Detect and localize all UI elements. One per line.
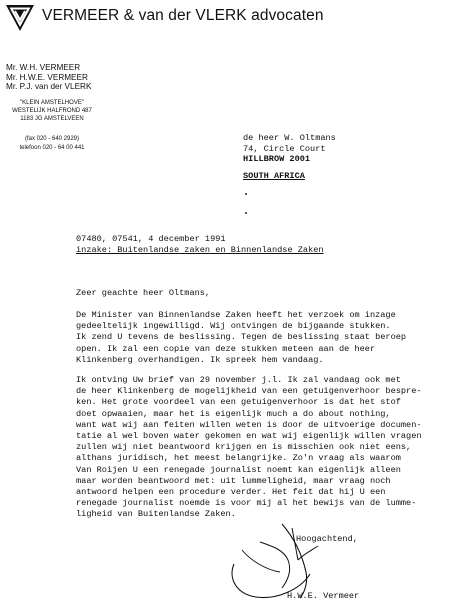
- text-line: Ik ontving Uw brief van 29 november j.l. Ik zal vandaag ook met: [76, 375, 401, 385]
- partner-list: [6, 63, 91, 92]
- address-line: 1183 JG AMSTELVEEN: [20, 115, 84, 122]
- text-line: Van Roijen U een renegade journalist noemt kan eigenlijk alleen: [76, 464, 401, 475]
- text-line: doet opwaaien, maar het is eigenlijk much a do about nothing,: [76, 408, 391, 419]
- text-line: ken. Het grote voordeel van een getuigenverhoor is dat het stof: [76, 397, 401, 408]
- salutation: Zeer geachte heer Oltmans,: [76, 288, 211, 298]
- dot-mark: [245, 193, 247, 195]
- text-line: Klinkenberg overhandigen. Ik spreek hem vandaag.: [76, 354, 324, 365]
- text-line: althans juridisch, het meest belangrijke. Zo'n vraag als waarom: [76, 453, 401, 464]
- text-line: ligheid van Buitenlandse Zaken.: [76, 509, 236, 520]
- address-line: "KLEIN AMSTELHOVE": [20, 100, 84, 106]
- subject-line: inzake: Buitenlandse zaken en Binnenlandse Zaken: [76, 244, 324, 255]
- recipient-city: HILLBROW 2001: [243, 154, 311, 165]
- fax-number: (fax 020 - 640 2929): [24, 136, 80, 142]
- closing: Hoogachtend,: [296, 534, 358, 544]
- partner-name: Mr. W.H. VERMEER: [6, 63, 81, 72]
- partner-name: Mr. H.W.E. VERMEER: [6, 72, 88, 82]
- paragraph-1: [76, 310, 406, 366]
- signer-name: H.W.E. Vermeer: [287, 591, 360, 601]
- partner-name: Mr. P.J. van der VLERK: [6, 82, 92, 92]
- text-line: tatie al wel boven water gekomen en wat wij eigenlijk willen vragen: [76, 431, 422, 442]
- recipient-name: de heer W. Oltmans: [243, 133, 336, 143]
- recipient-country: SOUTH AFRICA: [243, 170, 305, 181]
- firm-name: VERMEER & van der VLERK advocaten: [42, 7, 324, 24]
- paragraph-2: [76, 375, 422, 521]
- text-line: want wat wij aan feiten willen weten is door de uitvoerige documen-: [76, 419, 422, 430]
- firm-monogram-logo: [6, 5, 34, 31]
- reference-line: 07480, 07541, 4 december 1991: [76, 234, 226, 244]
- recipient-street: 74, Circle Court: [243, 143, 326, 154]
- phone-number: telefoon 020 - 64 00 441: [19, 144, 85, 151]
- text-line: De Minister van Binnenlandse Zaken heeft het verzoek om inzage: [76, 310, 396, 320]
- text-line: Ik zend U tevens de beslissing. Tegen de beslissing staat beroep: [76, 332, 407, 343]
- text-line: antwoord helpen een procedure verder. Het feit dat hij U een: [76, 487, 386, 498]
- text-line: gedeeltelijk ingewilligd. Wij ontvingen de bijgaande stukken.: [76, 321, 391, 332]
- firm-address: [6, 100, 98, 123]
- recipient-address: [243, 133, 336, 181]
- reference-block: [76, 234, 324, 255]
- text-line: maar worden beantwoord met: uit lummeligheid, maar vraag noch: [76, 475, 391, 486]
- text-line: open. Ik zal een copie van deze stukken meteen aan de heer: [76, 343, 376, 354]
- address-line: WESTELIJK HALFROND 487: [12, 107, 92, 114]
- text-line: de heer Klinkenberg de mogelijkheid van een getuigenverhoor bespre-: [76, 386, 422, 397]
- text-line: zullen wij niet beantwoord krijgen en is misschien ook niet eens,: [76, 442, 412, 453]
- dot-mark: [245, 212, 247, 214]
- handwritten-signature: [222, 520, 342, 600]
- firm-contact: [6, 135, 98, 152]
- text-line: renegade journalist noemde is voor mij al het bewijs van de lumme-: [76, 498, 417, 509]
